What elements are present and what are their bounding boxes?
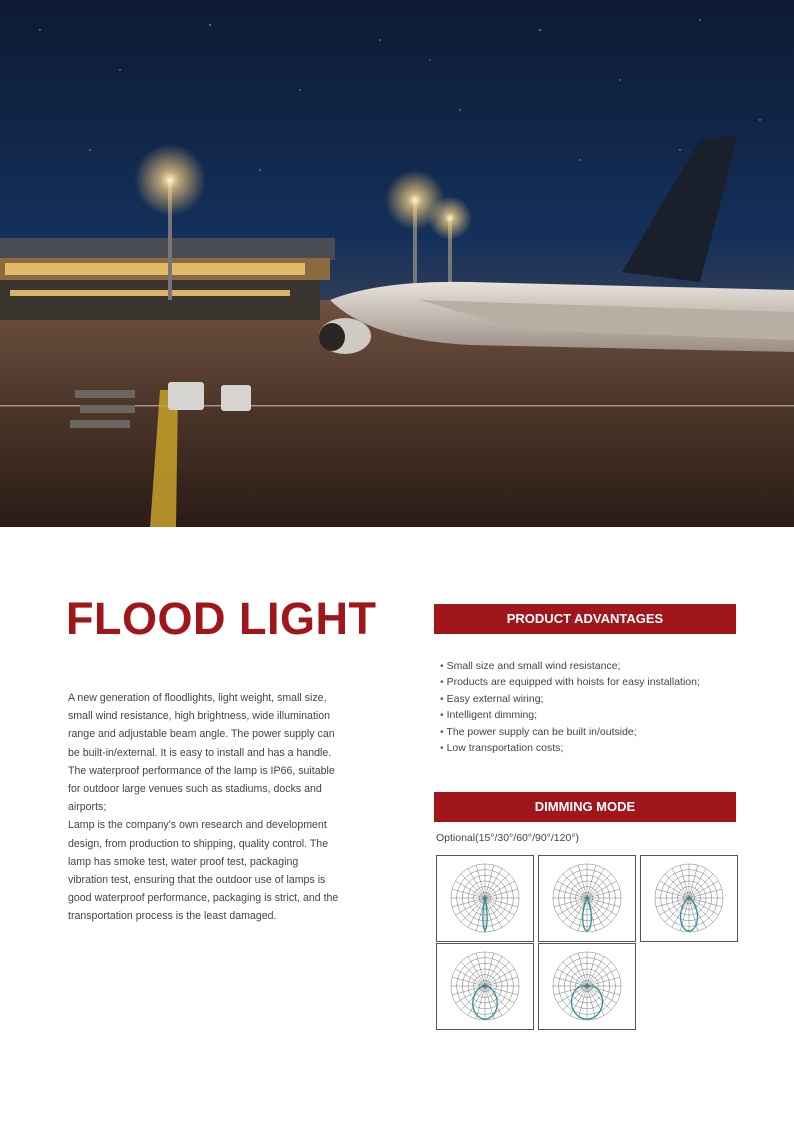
- polar-chart: [437, 856, 533, 941]
- optional-angles: Optional(15°/30°/60°/90°/120°): [436, 832, 580, 844]
- dimming-mode-heading: DIMMING MODE: [434, 792, 736, 822]
- product-advantages-heading: PRODUCT ADVANTAGES: [434, 604, 736, 634]
- polar-chart: [539, 944, 635, 1029]
- list-item: • Easy external wiring;: [440, 691, 700, 707]
- intro-text: [68, 689, 340, 926]
- advantages-list: [440, 658, 700, 756]
- polar-chart: [641, 856, 737, 941]
- list-item: • Products are equipped with hoists for easy installation;: [440, 674, 700, 690]
- hero-image: [0, 0, 794, 527]
- polar-diagram-30: [538, 855, 636, 942]
- polar-diagram-15: [436, 855, 534, 942]
- list-item: • Small size and small wind resistance;: [440, 658, 700, 674]
- polar-diagram-90: [436, 943, 534, 1030]
- intro-paragraph: A new generation of floodlights, light weight, small size, small wind resistance, high brightness, wide illumination range and adjustable beam angle. The power supply can be built-in/external. It is easy to install and has a handle. The waterproof performance of the lamp is IP66, suitable for outdoor large venues such as stadiums, docks and airports;: [68, 692, 335, 814]
- list-item: • Low transportation costs;: [440, 740, 700, 756]
- polar-diagram-120: [538, 943, 636, 1030]
- list-item: • The power supply can be built in/outside;: [440, 724, 700, 740]
- list-item: • Intelligent dimming;: [440, 707, 700, 723]
- polar-chart: [437, 944, 533, 1029]
- intro-paragraph: Lamp is the company's own research and development design, from production to shipping, quality control. The lamp has smoke test, water proof test, packaging vibration test, ensuring that the outdoor use of lamps is good waterproof performance, packaging is strict, and the transportation process is the least damaged.: [68, 819, 339, 923]
- page-title: FLOOD LIGHT: [66, 593, 377, 644]
- polar-diagram-60: [640, 855, 738, 942]
- polar-chart: [539, 856, 635, 941]
